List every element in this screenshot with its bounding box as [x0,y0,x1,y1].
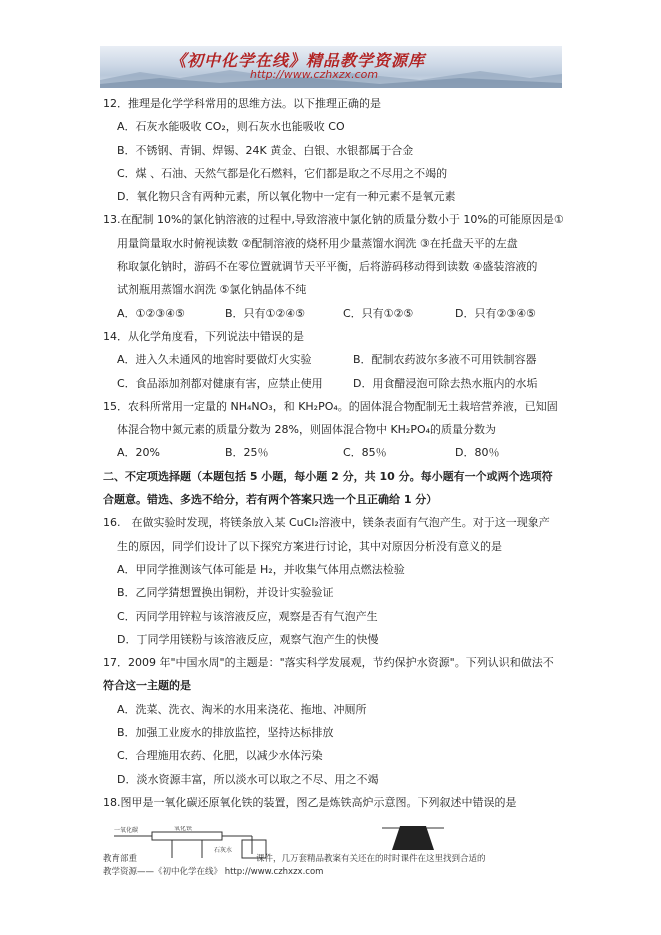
question-15-option-a: A．20% [117,446,160,460]
question-16-option-a: A．甲同学推测该气体可能是 H₂，并收集气体用点燃法检验 [117,562,405,576]
question-15-option-b: B．25％ [225,446,269,460]
banner-title: 《初中化学在线》精品教学资源库 [170,51,426,70]
figure-label-iron-oxide: 氧化铁 [174,826,193,832]
figure-label-co: 一氧化碳 [114,827,139,834]
question-12-stem: 12．推理是化学学科常用的思维方法。以下推理正确的是 [103,97,381,110]
blast-furnace-diagram [378,820,448,856]
question-15-stem-line1: 15．农科所常用一定量的 NH₄NO₃，和 KH₂PO₄。的固体混合物配制无土栽培营养液，已知固 [103,399,558,413]
question-14-option-a: A．进入久未通风的地窖时要做灯火实验 [117,353,312,367]
question-14-options-row2 [103,372,573,395]
question-13-options [103,302,573,325]
footer-line2: 教学资源——《初中化学在线》 http://www.czhxzx.com [103,867,324,877]
question-17-option-c: C．合理施用农药、化肥，以减少水体污染 [117,749,323,763]
question-13-option-d: D．只有②③④⑤ [455,306,536,320]
question-14-option-c: C．食品添加剂都对健康有害，应禁止使用 [117,376,323,390]
section-2-heading-line1: 二、不定项选择题（本题包括 5 小题，每小题 2 分，共 10 分。每小题有一个或两个选项符 [103,469,553,483]
question-12-option-d: D．氧化物只含有两种元素，所以氧化物中一定有一种元素不是氧元素 [117,190,456,204]
question-12-option-c: C．煤 、石油、天然气都是化石燃料，它们都是取之不尽用之不竭的 [117,166,448,180]
question-17-option-b: B．加强工业废水的排放监控，坚持达标排放 [117,726,334,740]
header-banner [100,46,562,88]
question-14-options-row1 [103,348,573,371]
question-12-option-b: B．不锈钢、青铜、焊锡、24K 黄金、白银、水银都属于合金 [117,143,414,157]
question-14-stem: 14．从化学角度看，下列说法中错误的是 [103,329,304,343]
question-17-stem-line2: 符合这一主题的是 [103,679,191,693]
question-16-stem-line1: 16. 在做实验时发现，将镁条放入某 CuCl₂溶液中，镁条表面有气泡产生。对于这一现象产 [103,516,550,530]
exam-content [103,92,573,814]
question-16-option-c: C．丙同学用锌粒与该溶液反应，观察是否有气泡产生 [117,609,378,623]
question-18-stem: 18.图甲是一氧化碳还原氧化铁的装置，图乙是炼铁高炉示意图。下列叙述中错误的是 [103,795,517,809]
question-17-stem-line1: 17．2009 年"中国水周"的主题是："落实科学发展观，节约保护水资源"。下列认识和做法不 [103,656,554,670]
question-15-stem-line2: 体混合物中氮元素的质量分数为 28%，则固体混合物中 KH₂PO₄的质量分数为 [117,423,497,437]
question-13-option-b: B．只有①②④⑤ [225,306,305,320]
question-13-option-a: A．①②③④⑤ [117,306,185,320]
page-footer [103,853,573,879]
banner-url-link[interactable]: http://www.czhxzx.com [250,68,379,81]
question-13-stem-line2: 用量筒量取水时俯视读数 ②配制溶液的烧杯用少量蒸馏水润洗 ③在托盘天平的左盘 [117,236,518,250]
section-2-heading-line2: 合题意。错选、多选不给分，若有两个答案只选一个且正确给 1 分） [103,493,438,507]
question-14-option-d: D．用食醋浸泡可除去热水瓶内的水垢 [353,376,538,390]
question-13-option-c: C．只有①②⑤ [343,306,414,320]
question-12-option-a: A．石灰水能吸收 CO₂，则石灰水也能吸收 CO [117,120,345,134]
figure-label-limewater: 石灰水 [214,847,233,854]
question-14-option-b: B．配制农药波尔多液不可用铁制容器 [353,353,537,367]
question-17-option-a: A．洗菜、洗衣、淘米的水用来浇花、拖地、冲厕所 [117,702,367,716]
question-17-option-d: D．淡水资源丰富，所以淡水可以取之不尽、用之不竭 [117,772,379,786]
question-16-option-b: B．乙同学猜想置换出铜粉，并设计实验验证 [117,586,334,600]
footer-line1: 教育部重 课件，几万套精品教案有关还在的时时课件在这里找到合适的 [103,854,486,864]
question-13-stem-line1: 13.在配制 10%的氯化钠溶液的过程中,导致溶液中氯化钠的质量分数小于 10%的可能原因是① [103,213,564,227]
question-13-stem-line3: 称取氯化钠时，游码不在零位置就调节天平平衡，后将游码移动得到读数 ④盛装溶液的 [117,260,538,274]
question-15-options [103,441,573,464]
question-16-option-d: D．丁同学用镁粉与该溶液反应，观察气泡产生的快慢 [117,632,379,646]
question-16-stem-line2: 生的原因，同学们设计了以下探究方案进行讨论，其中对原因分析没有意义的是 [117,539,502,553]
question-15-option-c: C．85％ [343,446,387,460]
question-15-option-d: D．80％ [455,446,500,460]
question-13-stem-line4: 试剂瓶用蒸馏水润洗 ⑤氯化钠晶体不纯 [117,283,307,297]
